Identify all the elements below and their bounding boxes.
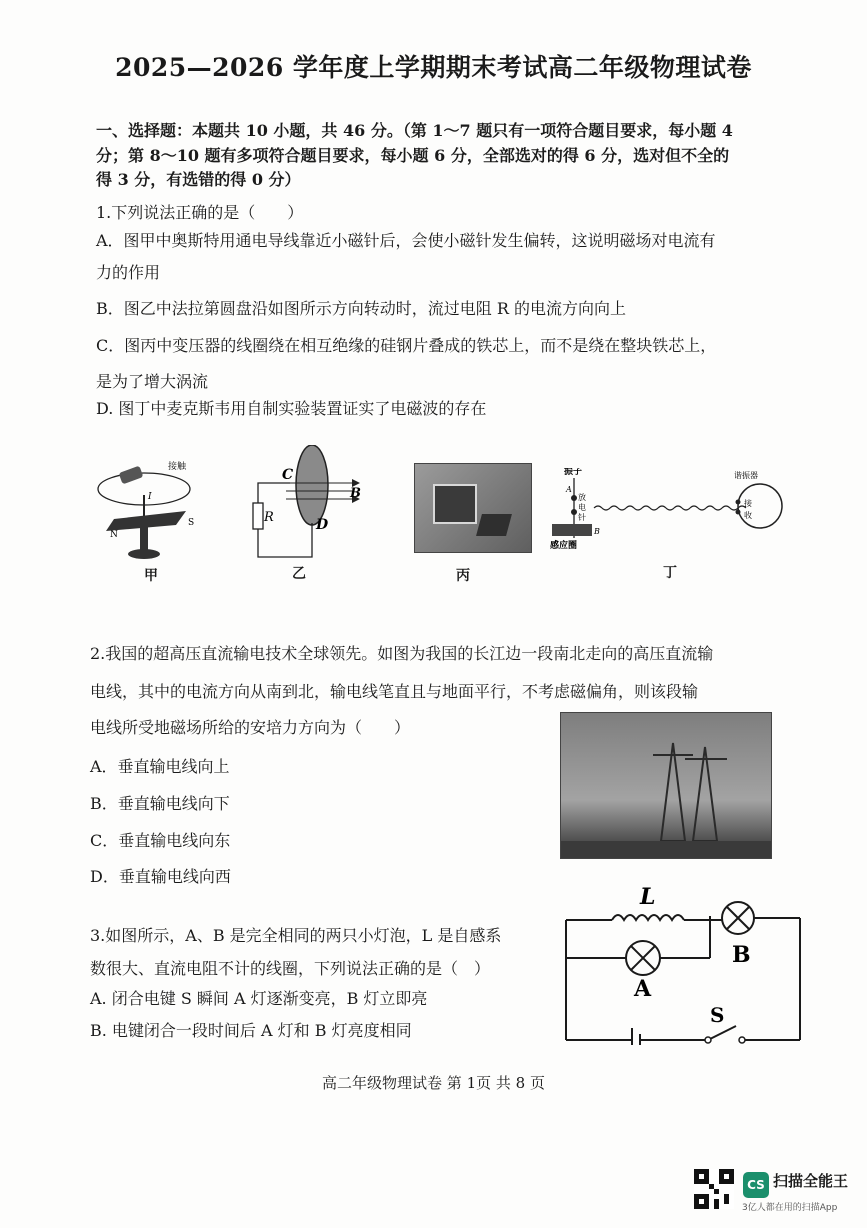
caption-bing: 丙: [456, 568, 470, 584]
svg-text:N: N: [110, 530, 118, 540]
camscanner-logo-icon: CS: [743, 1172, 769, 1198]
svg-text:C: C: [282, 467, 294, 483]
q2-option-a: A．垂直输电线向上: [90, 757, 230, 776]
switch-label: S: [710, 1003, 725, 1027]
caption-ding: 丁: [663, 565, 677, 581]
q2-stem-line3: 电线所受地磁场所给的安培力方向为（ ）: [90, 718, 411, 737]
exam-title: 2025—2026 学年度上学期期末考试高二年级物理试卷: [115, 53, 752, 82]
q1-stem: 1.下列说法正确的是（ ）: [96, 203, 304, 222]
svg-text:放: 放: [578, 493, 586, 502]
svg-text:D: D: [316, 517, 329, 533]
svg-text:B: B: [350, 486, 361, 501]
q1-option-a-line1: A．图甲中奥斯特用通电导线靠近小磁针后，会使小磁针发生偏转，这说明磁场对电流有: [96, 231, 716, 250]
figure-faraday-disk: [250, 445, 365, 563]
q2-option-d: D．垂直输电线向西: [90, 867, 231, 886]
camscanner-name: 扫描全能王: [773, 1172, 849, 1190]
svg-text:收: 收: [744, 511, 752, 520]
figure-hertz-experiment: [548, 468, 788, 552]
q2-option-b: B．垂直输电线向下: [90, 794, 230, 813]
q1-option-c-line2: 是为了增大涡流: [96, 372, 209, 391]
q1-option-a-line2: 力的作用: [96, 263, 161, 282]
page-footer: 高二年级物理试卷 第 1页 共 8 页: [322, 1074, 545, 1092]
svg-text:R: R: [264, 510, 274, 525]
svg-text:振子: 振子: [564, 468, 583, 477]
q3-option-b: B. 电键闭合一段时间后 A 灯和 B 灯亮度相同: [90, 1021, 412, 1040]
label-contact: 接触: [168, 462, 187, 472]
svg-text:针: 针: [578, 513, 586, 522]
section-instructions-line2: 分；第 8～10 题有多项符合题目要求，每小题 6 分，全部选对的得 6 分，选对但不全的: [96, 146, 730, 165]
camscanner-tagline: 3亿人都在用的扫描App: [742, 1203, 838, 1213]
q3-option-a: A. 闭合电键 S 瞬间 A 灯逐渐变亮，B 灯立即亮: [90, 989, 428, 1008]
svg-text:B: B: [594, 527, 600, 536]
q3-stem-line2: 数很大、直流电阻不计的线圈，下列说法正确的是（ ）: [90, 959, 491, 978]
section-instructions-line1: 一、选择题：本题共 10 小题，共 46 分。（第 1～7 题只有一项符合题目要求，每小题 4: [96, 121, 733, 140]
q2-stem-line2: 电线，其中的电流方向从南到北，输电线笔直且与地面平行，不考虑磁偏角，则该段输: [90, 682, 699, 701]
svg-text:I: I: [148, 492, 152, 502]
qr-code-icon: [694, 1169, 734, 1209]
figure-oersted: [96, 455, 206, 570]
svg-text:感应圈: 感应圈: [550, 541, 578, 551]
svg-text:S: S: [188, 518, 195, 528]
inductor-label: L: [640, 884, 656, 910]
q1-option-d: D. 图丁中麦克斯韦用自制实验装置证实了电磁波的存在: [96, 399, 487, 418]
svg-text:谐振器: 谐振器: [734, 471, 758, 480]
figure-power-line-photo: [560, 712, 772, 859]
figure-transformer-photo: [414, 463, 532, 553]
power-tower-icon: [561, 713, 771, 858]
svg-text:A: A: [566, 485, 572, 494]
bulb-a-label: A: [634, 976, 652, 1002]
section-instructions-line3: 得 3 分，有选错的得 0 分）: [96, 170, 301, 189]
svg-text:电: 电: [578, 503, 586, 512]
q2-stem-line1: 2.我国的超高压直流输电技术全球领先。如图为我国的长江边一段南北走向的高压直流输: [90, 644, 714, 663]
q2-option-c: C．垂直输电线向东: [90, 831, 231, 850]
caption-jia: 甲: [144, 568, 158, 584]
bulb-b-label: B: [732, 942, 751, 968]
svg-text:接: 接: [744, 499, 752, 508]
q1-option-c-line1: C．图丙中变压器的线圈绕在相互绝缘的硅钢片叠成的铁芯上，而不是绕在整块铁芯上，: [96, 336, 717, 355]
figure-self-inductance-circuit: [560, 880, 805, 1045]
caption-yi: 乙: [292, 566, 306, 582]
q3-stem-line1: 3.如图所示，A、B 是完全相同的两只小灯泡，L 是自感系: [90, 926, 502, 945]
q1-option-b: B．图乙中法拉第圆盘沿如图所示方向转动时，流过电阻 R 的电流方向向上: [96, 299, 626, 318]
